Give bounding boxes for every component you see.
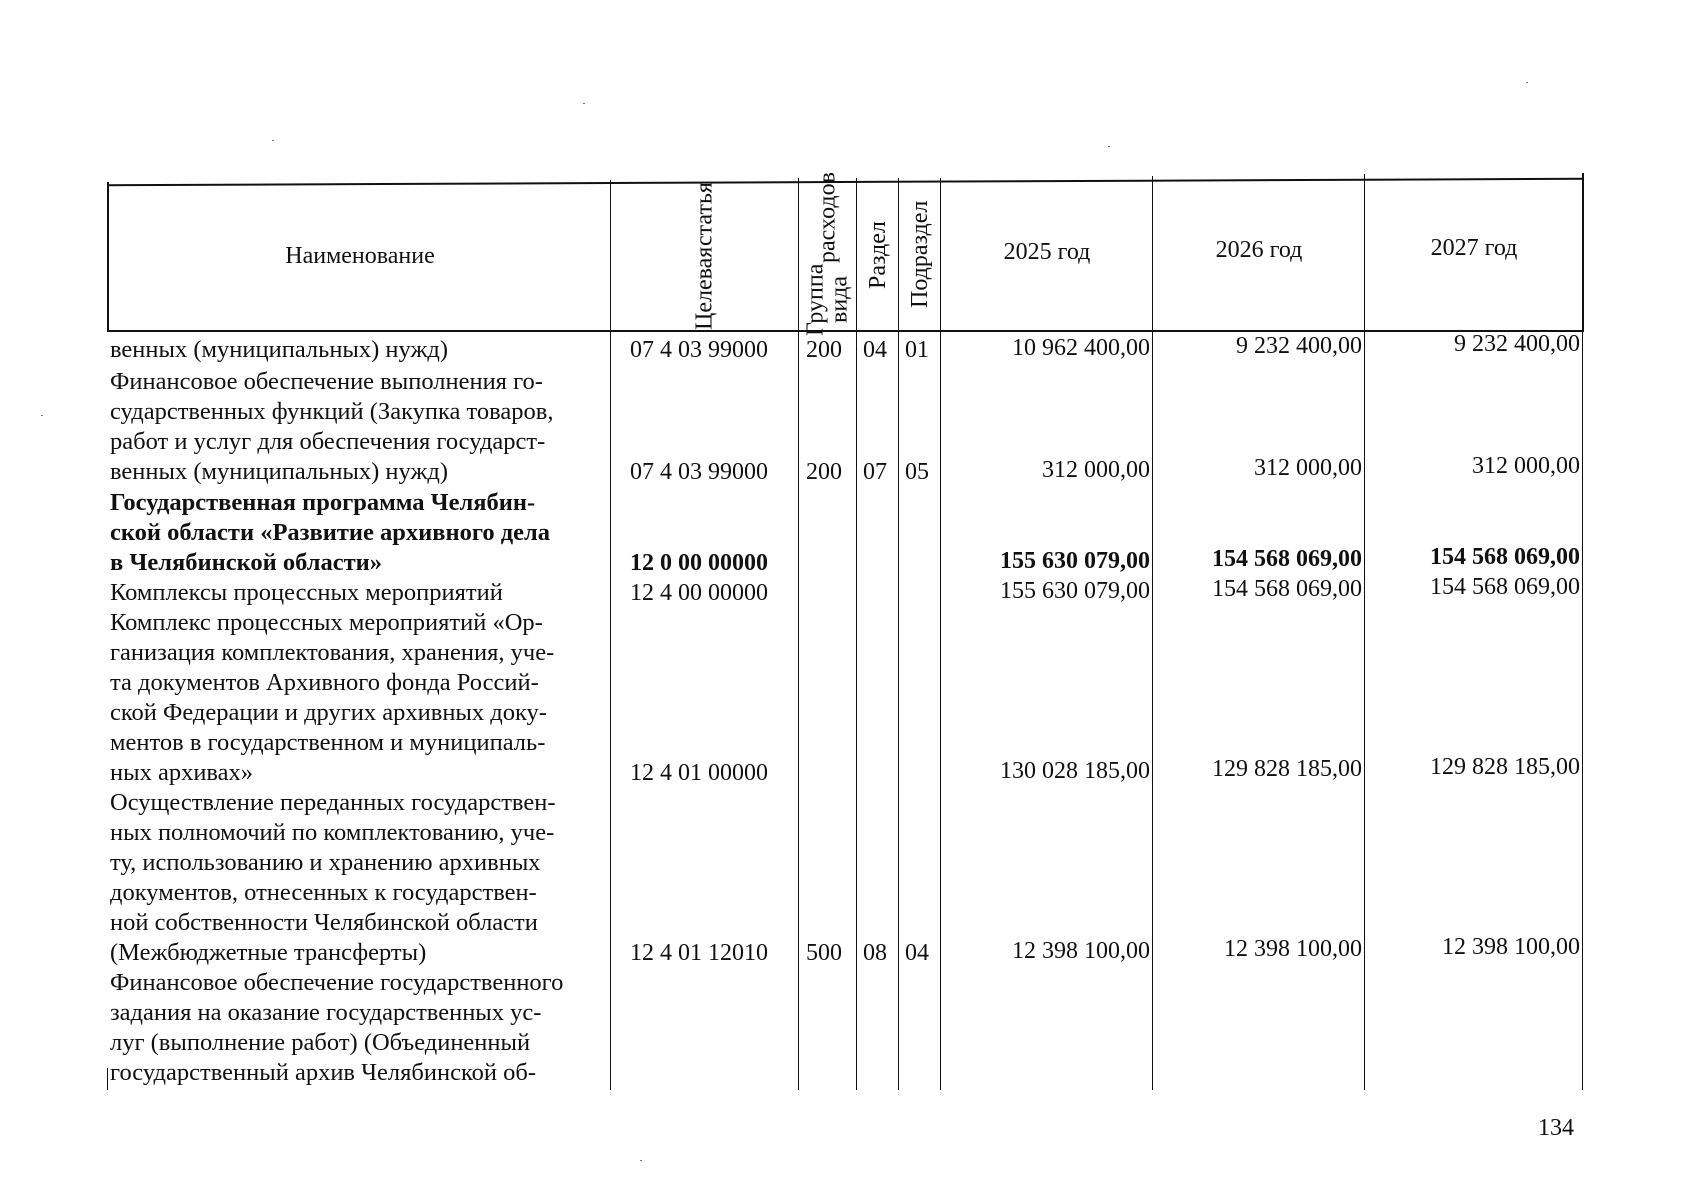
row-value-2027: 129 828 185,00: [1430, 754, 1580, 780]
row-name-line: Финансовое обеспечение государственного: [110, 969, 564, 996]
row-name: [110, 578, 604, 608]
header-group-line1: Группа вида: [802, 263, 853, 336]
row-code: 12 4 01 00000: [630, 760, 768, 786]
col-line-target: [610, 180, 611, 1090]
col-line-section: [856, 178, 857, 1090]
row-value-2026: 154 568 069,00: [1212, 546, 1362, 572]
row-name-line: ментов в государственном и муниципаль-: [110, 729, 546, 756]
row-value-2026: 129 828 185,00: [1212, 756, 1362, 782]
row-name: [110, 335, 604, 365]
row-value-2027: 312 000,00: [1472, 453, 1580, 479]
header-name: Наименование: [285, 243, 435, 269]
col-line-2025: [940, 178, 941, 1090]
header-right-border: [1582, 173, 1584, 331]
row-value-2027: 154 568 069,00: [1430, 544, 1580, 570]
row-value-2027: 9 232 400,00: [1454, 331, 1580, 357]
row-group: 200: [806, 459, 842, 485]
row-name-line: ных архивах»: [110, 759, 254, 786]
row-name-line: луг (выполнение работ) (Объединенный: [110, 1029, 531, 1056]
col-line-2026: [1152, 176, 1153, 1090]
row-name-line: работ и услуг для обеспечения государст-: [110, 428, 546, 455]
row-name-line: (Межбюджетные трансферты): [110, 939, 427, 966]
header-group-line2: расходов: [814, 172, 841, 264]
header-year-2027: 2027 год: [1430, 235, 1518, 261]
row-name-line: Финансовое обеспечение выполнения го-: [110, 368, 543, 395]
row-name-line: Комплекс процессных мероприятий «Ор-: [110, 609, 543, 636]
row-code: 12 4 01 12010: [630, 940, 768, 966]
scan-speck: [1108, 146, 1110, 147]
row-name: [110, 608, 604, 788]
row-value-2027: 154 568 069,00: [1430, 574, 1580, 600]
row-code: 07 4 03 99000: [630, 337, 768, 363]
header-year-2025: 2025 год: [1003, 239, 1091, 265]
col-line-left-tail: [107, 1068, 108, 1090]
row-name-line: государственный архив Челябинской об-: [110, 1059, 536, 1086]
row-group: 200: [806, 337, 842, 363]
scan-speck: [640, 1160, 642, 1161]
row-name-line: задания на оказание государственных ус-: [110, 999, 542, 1026]
row-subsection: 04: [905, 940, 929, 966]
scan-speck: [41, 415, 43, 416]
row-name-line: ской области «Развитие архивного дела: [110, 519, 550, 546]
row-name-line: Комплексы процессных мероприятий: [110, 579, 503, 606]
col-line-2027: [1364, 174, 1365, 1090]
row-subsection: 05: [905, 459, 929, 485]
row-code: 12 4 00 00000: [630, 580, 768, 606]
row-name-line: венных (муниципальных) нужд): [110, 458, 449, 485]
row-section: 07: [863, 459, 887, 485]
row-name: [110, 788, 604, 968]
row-name-line: ской Федерации и других архивных доку-: [110, 699, 547, 726]
scan-speck: [272, 140, 274, 141]
row-code: 12 0 00 00000: [630, 550, 768, 576]
row-name-line: Осуществление переданных государствен-: [110, 789, 556, 816]
row-name-line: ных полномочий по комплектованию, уче-: [110, 819, 555, 846]
row-value-2025: 12 398 100,00: [1012, 938, 1150, 964]
header-target-line2: статья: [691, 182, 718, 247]
header-target-line1: Целевая: [691, 246, 718, 330]
row-section: 08: [863, 940, 887, 966]
row-name-line: в Челябинской области»: [110, 549, 383, 576]
row-value-2025: 155 630 079,00: [1000, 548, 1150, 574]
row-value-2025: 155 630 079,00: [1000, 578, 1150, 604]
row-name: [110, 968, 604, 1088]
row-value-2025: 10 962 400,00: [1012, 335, 1150, 361]
col-line-group: [798, 178, 799, 1090]
header-expense-group: [799, 172, 856, 336]
row-value-2025: 130 028 185,00: [1000, 758, 1150, 784]
row-name-line: ной собственности Челябинской области: [110, 909, 538, 936]
header-subsection: Подраздел: [907, 200, 933, 308]
header-left-border: [107, 182, 109, 332]
row-value-2026: 12 398 100,00: [1224, 936, 1362, 962]
row-value-2027: 12 398 100,00: [1442, 934, 1580, 960]
row-section: 04: [863, 337, 887, 363]
row-name-line: ганизация комплектования, хранения, уче-: [110, 639, 555, 666]
row-value-2026: 312 000,00: [1254, 455, 1362, 481]
row-name-line: та документов Архивного фонда Россий-: [110, 669, 539, 696]
row-name-line: сударственных функций (Закупка товаров,: [110, 398, 554, 425]
row-name-line: Государственная программа Челябин-: [110, 489, 536, 516]
header-year-2026: 2026 год: [1215, 237, 1303, 263]
row-value-2025: 312 000,00: [1042, 457, 1150, 483]
row-group: 500: [806, 940, 842, 966]
page-number: 134: [1538, 1115, 1574, 1141]
row-subsection: 01: [905, 337, 929, 363]
row-name-line: венных (муниципальных) нужд): [110, 336, 449, 363]
col-line-right: [1582, 330, 1583, 1090]
row-name: [110, 488, 604, 578]
scan-speck: [1526, 82, 1528, 83]
header-target-article: [612, 182, 797, 330]
row-name: [110, 367, 604, 487]
row-value-2026: 154 568 069,00: [1212, 576, 1362, 602]
col-line-subsection: [898, 178, 899, 1090]
header-section: Раздел: [865, 221, 891, 289]
scan-speck: [583, 103, 585, 104]
row-name-line: документов, отнесенных к государствен-: [110, 879, 537, 906]
row-value-2026: 9 232 400,00: [1236, 333, 1362, 359]
row-code: 07 4 03 99000: [630, 459, 768, 485]
row-name-line: ту, использованию и хранению архивных: [110, 849, 541, 876]
